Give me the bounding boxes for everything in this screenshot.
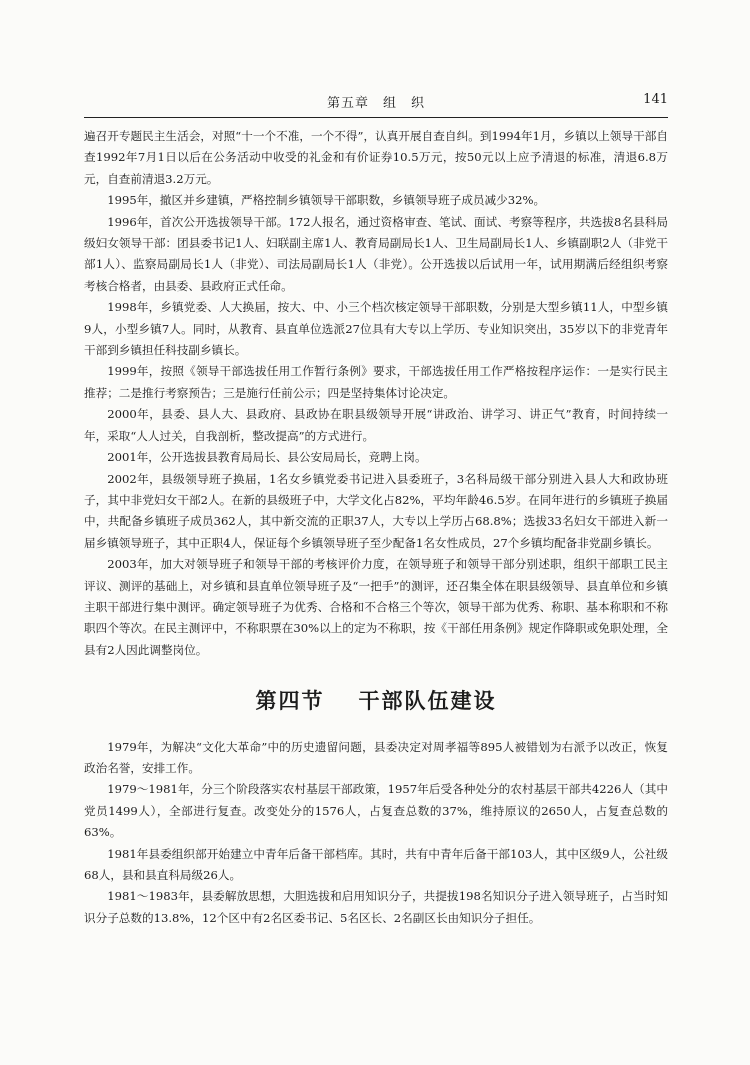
paragraph: 1979年，为解决“文化大革命”中的历史遗留问题，县委决定对周孝福等895人被错划为右派予以改正，恢复政治名誉，安排工作。 xyxy=(84,739,668,775)
section-heading xyxy=(84,691,668,712)
paragraph: 1981～1983年，县委解放思想，大胆选拔和启用知识分子，共提拔198名知识分子进入领导班子，占当时知识分子总数的13.8%，12个区中有2名区委书记、5名区长、2名副区长由知识分子担任。 xyxy=(84,889,668,925)
paragraph: 2001年，公开选拔县教育局局长、县公安局局长，竞聘上岗。 xyxy=(107,450,427,465)
paragraph: 1981年县委组织部开始建立中青年后备干部档库。其时，共有中青年后备干部103人，其中区级9人，公社级68人，县和县直科局级26人。 xyxy=(84,846,668,882)
paragraph: 1999年，按照《领导干部选拔任用工作暂行条例》要求，干部选拔任用工作严格按程序运作：一是实行民主推荐；二是推行考察预告；三是施行任前公示；四是坚持集体讨论决定。 xyxy=(84,364,668,400)
section-number: 第四节 xyxy=(255,689,325,714)
header-rule xyxy=(84,117,668,118)
paragraph: 2002年，县级领导班子换届，1名女乡镇党委书记进入县委班子，3名科局级干部分别进入县人大和政协班子，其中非党妇女干部2人。在新的县级班子中，大学文化占82%，平均年龄46.5岁。在同年进行的乡镇班子换届中，共配备乡镇班子成员362人，其中新交流的正职37人，大专以上学历占68.8%；选拔33名妇女干部进入新一届乡镇领导班子，其中正职4人，保证每个乡镇领导班子至少配备1名女性成员，27个乡镇均配备非党副乡镇长。 xyxy=(84,471,668,550)
paragraph: 1996年，首次公开选拔领导干部。172人报名，通过资格审查、笔试、面试、考察等程序，共选拔8名县科局级妇女领导干部：团县委书记1人、妇联副主席1人、教育局副局长1人、卫生局副局长1人、乡镇副职2人（非党干部1人）、监察局副局长1人（非党）、司法局副局长1人（非党）。公开选拔以后试用一年，试用期满后经组织考察考核合格者，由县委、县政府正式任命。 xyxy=(84,214,668,293)
section-title: 干部队伍建设 xyxy=(358,689,497,714)
page-number: 141 xyxy=(643,92,668,107)
running-header xyxy=(84,92,668,114)
paragraph: 2000年，县委、县人大、县政府、县政协在职县级领导开展“讲政治、讲学习、讲正气”教育，时间持续一年，采取“人人过关，自我剖析，整改提高”的方式进行。 xyxy=(84,407,668,443)
section-body xyxy=(84,737,668,930)
paragraph: 2003年，加大对领导班子和领导干部的考核评价力度，在领导班子和领导干部分别述职，组织干部职工民主评议、测评的基础上，对乡镇和县直单位领导班子及“一把手”的测评，还召集全体在职县级领导、县直单位和乡镇主职干部进行集中测评。确定领导班子为优秀、合格和不合格三个等次，领导干部为优秀、称职、基本称职和不称职四个等次。在民主测评中，不称职票在30%以上的定为不称职，按《干部任用条例》规定作降职或免职处理，全县有2人因此调整岗位。 xyxy=(84,557,668,657)
paragraph: 遍召开专题民主生活会，对照“十一个不准，一个不得”，认真开展自查自纠。到1994年1月，乡镇以上领导干部自查1992年7月1日以后在公务活动中收受的礼金和有价证券10.5万元，按50元以上应予清退的标准，清退6.8万元，自查前清退3.2万元。 xyxy=(84,129,668,186)
paragraph: 1998年，乡镇党委、人大换届，按大、中、小三个档次核定领导干部职数，分别是大型乡镇11人，中型乡镇9人，小型乡镇7人。同时，从教育、县直单位选派27位具有大专以上学历、专业知识突出，35岁以下的非党青年干部到乡镇担任科技副乡镇长。 xyxy=(84,300,668,358)
paragraph: 1979～1981年，分三个阶段落实农村基层干部政策，1957年后受各种处分的农村基层干部共4226人（其中党员1499人），全部进行复查。改变处分的1576人，占复查总数的37%，维持原议的2650人，占复查总数的63%。 xyxy=(84,782,668,840)
body-text xyxy=(84,126,668,929)
chapter-title: 第五章 组 织 xyxy=(326,96,425,111)
paragraph: 1995年，撤区并乡建镇，严格控制乡镇领导干部职数，乡镇领导班子成员减少32%。 xyxy=(107,193,546,208)
